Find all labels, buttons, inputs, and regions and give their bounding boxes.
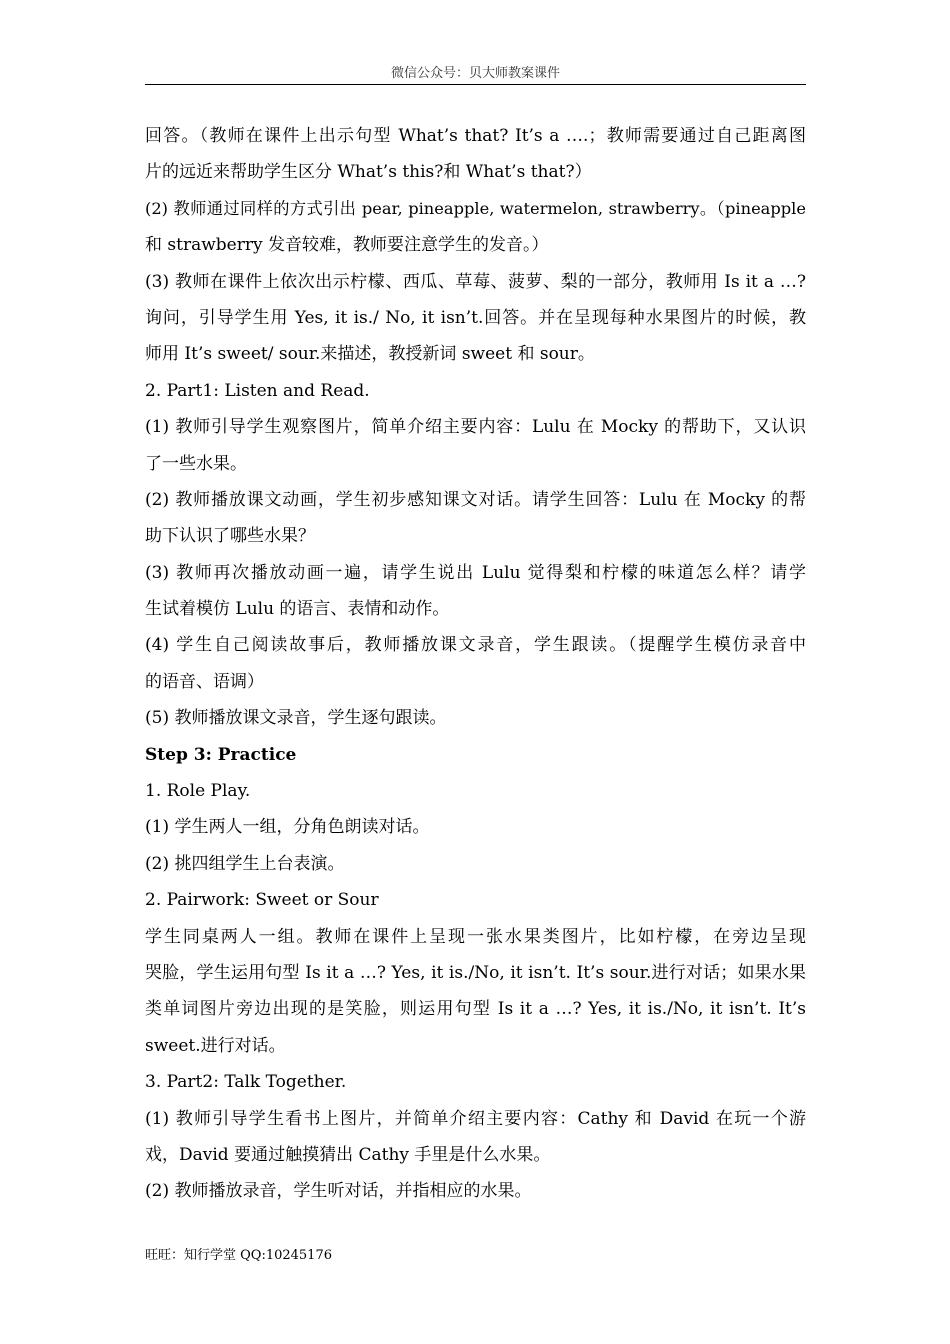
text-line: (5) 教师播放课文录音，学生逐句跟读。 (145, 708, 447, 729)
text-line: 师用 It’s sweet/ sour.来描述，教授新词 sweet 和 sour。 (145, 344, 595, 365)
text-line: (2) 教师通过同样的方式引出 pear, pineapple, watermelon, strawberry。（pineapple (145, 198, 806, 218)
text-line: (2) 教师播放录音，学生听对话，并指相应的水果。 (145, 1181, 532, 1202)
text-line: 2. Part1: Listen and Read. (145, 380, 370, 401)
section-heading: Step 3: Practice (145, 744, 297, 765)
text-line: 学生同桌两人一组。教师在课件上呈现一张水果类图片，比如柠檬，在旁边呈现 (145, 926, 806, 947)
text-line: (1) 教师引导学生观察图片，简单介绍主要内容：Lulu 在 Mocky 的帮助下，又认识 (145, 417, 806, 438)
text-line: 类单词图片旁边出现的是笑脸，则运用句型 Is it a …? Yes, it is./No, it isn’t. It’s (145, 999, 806, 1020)
text-line: (3) 教师再次播放动画一遍，请学生说出 Lulu 觉得梨和柠檬的味道怎么样？请学 (145, 562, 806, 583)
text-line: 助下认识了哪些水果？ (145, 526, 315, 547)
text-line: 和 strawberry 发音较难，教师要注意学生的发音。） (145, 235, 549, 256)
page-footer: 旺旺：知行学堂 QQ:10245176 (145, 1248, 332, 1263)
text-line: 回答。（教师在课件上出示句型 What’s that? It’s a ….；教师需要通过自己距离图 (145, 126, 806, 146)
text-line: sweet.进行对话。 (145, 1035, 286, 1056)
text-line: (3) 教师在课件上依次出示柠檬、西瓜、草莓、菠萝、梨的一部分，教师用 Is it a …? (145, 271, 806, 292)
text-line: (2) 挑四组学生上台表演。 (145, 853, 345, 874)
text-line: 2. Pairwork: Sweet or Sour (145, 890, 379, 911)
text-line: (2) 教师播放课文动画，学生初步感知课文对话。请学生回答：Lulu 在 Mocky 的帮 (145, 489, 806, 510)
text-line: 3. Part2: Talk Together. (145, 1072, 347, 1093)
text-line: 询问，引导学生用 Yes, it is./ No, it isn’t.回答。并在呈现每种水果图片的时候，教 (145, 307, 806, 328)
text-line: 的语音、语调） (145, 671, 264, 692)
text-line: 了一些水果。 (145, 453, 247, 474)
header-divider (145, 84, 806, 85)
text-line: 戏，David 要通过触摸猜出 Cathy 手里是什么水果。 (145, 1144, 551, 1165)
text-line: (1) 教师引导学生看书上图片，并简单介绍主要内容：Cathy 和 David 在玩一个游 (145, 1108, 806, 1129)
text-line: (1) 学生两人一组，分角色朗读对话。 (145, 817, 430, 838)
document-body (145, 118, 806, 1210)
text-line: 哭脸，学生运用句型 Is it a …? Yes, it is./No, it isn’t. It’s sour.进行对话；如果水果 (145, 962, 806, 983)
text-line: 片的远近来帮助学生区分 What’s this?和 What’s that?） (145, 162, 592, 183)
text-line: 生试着模仿 Lulu 的语言、表情和动作。 (145, 599, 450, 620)
text-line: (4) 学生自己阅读故事后，教师播放课文录音，学生跟读。（提醒学生模仿录音中 (145, 635, 806, 656)
page-header: 微信公众号：贝大师教案课件 (390, 66, 560, 81)
text-line: 1. Role Play. (145, 781, 251, 802)
